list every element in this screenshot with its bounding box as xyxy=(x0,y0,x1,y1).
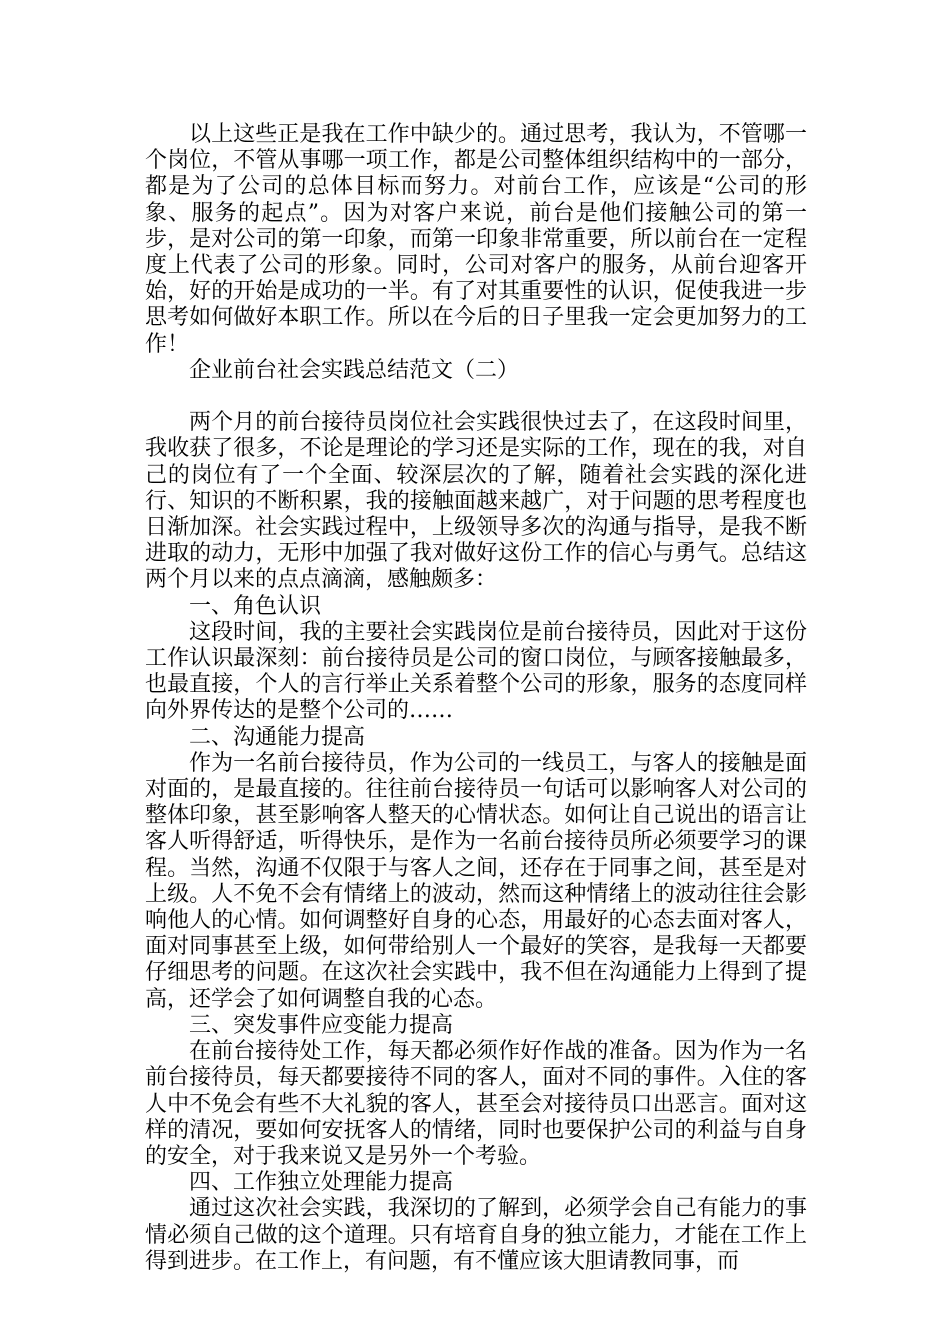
paragraph-emergency: 在前台接待处工作，每天都必须作好作战的准备。因为作为一名前台接待员，每天都要接待不同的客人，面对不同的事件。入住的客人中不免会有些不大礼貌的客人，甚至会对接待员口出恶言。面对这样的清况，要如何安抚客人的情绪，同时也要保护公司的利益与自身的安全，对于我来说又是另外一个考验。 xyxy=(145,1039,807,1169)
paragraph-summary: 两个月的前台接待员岗位社会实践很快过去了，在这段时间里，我收获了很多，不论是理论的学习还是实际的工作，现在的我，对自己的岗位有了一个全面、较深层次的了解，随着社会实践的深化进行、知识的不断积累，我的接触面越来越广，对于问题的思考程度也日渐加深。社会实践过程中，上级领导多次的沟通与指导，是我不断进取的动力，无形中加强了我对做好这份工作的信心与勇气。总结这两个月以来的点点滴滴，感触颇多： xyxy=(145,410,807,593)
section-heading-emergency: 三、突发事件应变能力提高 xyxy=(189,1012,454,1038)
document-title: 企业前台社会实践总结范文（二） xyxy=(189,357,520,383)
section-heading-communication: 二、沟通能力提高 xyxy=(189,724,366,750)
paragraph-role: 这段时间，我的主要社会实践岗位是前台接待员，因此对于这份工作认识最深刻：前台接待员是公司的窗口岗位，与顾客接触最多，也最直接，个人的言行举止关系着整个公司的形象，服务的态度同样向外界传达的是整个公司的…… xyxy=(145,619,807,724)
section-heading-role: 一、角色认识 xyxy=(189,593,322,619)
document-page xyxy=(145,122,807,1275)
paragraph-independence: 通过这次社会实践，我深切的了解到，必须学会自己有能力的事情必须自己做的这个道理。只有培育自身的独立能力，才能在工作上得到进步。在工作上，有问题，有不懂应该大胆请教同事，而 xyxy=(145,1196,807,1274)
paragraph-communication: 作为一名前台接待员，作为公司的一线员工，与客人的接触是面对面的，是最直接的。往往前台接待员一句话可以影响客人对公司的整体印象，甚至影响客人整天的心情状态。如何让自己说出的语言让客人听得舒适，听得快乐，是作为一名前台接待员所必须要学习的课程。当然，沟通不仅限于与客人之间，还存在于同事之间，甚至是对上级。人不免不会有情绪上的波动，然而这种情绪上的波动往往会影响他人的心情。如何调整好自身的心态，用最好的心态去面对客人，面对同事甚至上级，如何带给别人一个最好的笑容，是我每一天都要仔细思考的问题。在这次社会实践中，我不但在沟通能力上得到了提高，还学会了如何调整自我的心态。 xyxy=(145,750,807,1012)
paragraph-intro: 以上这些正是我在工作中缺少的。通过思考，我认为，不管哪一个岗位，不管从事哪一项工作，都是公司整体组织结构中的一部分，都是为了公司的总体目标而努力。对前台工作，应该是“公司的形象、服务的起点”。因为对客户来说，前台是他们接触公司的第一步，是对公司的第一印象，而第一印象非常重要，所以前台在一定程度上代表了公司的形象。同时，公司对客户的服务，从前台迎客开始，好的开始是成功的一半。有了对其重要性的认识，促使我进一步思考如何做好本职工作。所以在今后的日子里我一定会更加努力的工作！ xyxy=(145,122,807,357)
blank-line xyxy=(145,384,807,410)
section-heading-independence: 四、工作独立处理能力提高 xyxy=(189,1170,454,1196)
